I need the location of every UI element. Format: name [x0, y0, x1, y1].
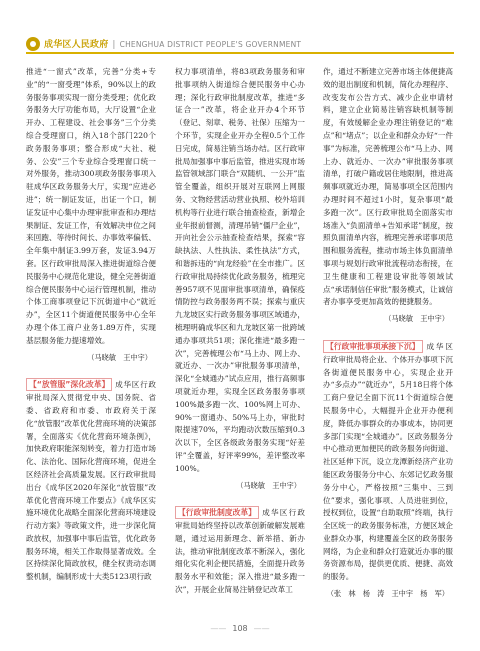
- section-paragraph: [323, 340, 453, 584]
- author-signature: （马晓敏 王中宇）: [87, 352, 152, 362]
- column-2: [175, 66, 305, 597]
- header-title: 成华区人民政府: [44, 40, 109, 50]
- logo-icon: [26, 37, 40, 51]
- column-3: [323, 66, 453, 601]
- header-english-title: CHENGHUA DISTRICT PEOPLE'S GOVERNMENT: [119, 40, 302, 49]
- section-block: [26, 378, 156, 584]
- section-title: 【“放管服”深化改革】: [26, 378, 112, 391]
- header-separator: |: [112, 40, 116, 50]
- column-1: [26, 66, 156, 584]
- section-title: 【行政审批制度改革】: [175, 506, 259, 519]
- author-signature: （马晓敏 王中宇）: [384, 314, 449, 324]
- section-block: [323, 340, 453, 584]
- paragraph: 权力事项清单，将83项政务服务和审批事项纳入街道综合便民服务中心办理；深化行政审批制度改革，推进“多证合一”改革，将企业开办4个环节（登记、刻章、税务、社保）压缩为一个环节，实现企业开办全程0.5个工作日完成，简易注销当场办结。区行政审批局加强事中事后监管，推进实现市场监管领域部门联合“双随机、一公开”监管全覆盖，组织开展对互联网上网服务、文物经营活动营业执照、校外培训机构等行业进行联合抽查检查，新增企业年报前督测，清理吊销“僵尸企业”，开向社会公示抽查检查结果，探索“容缺执法、人性执法、柔性执法”方式，和谐拆违的“向龙经验”在全市推广。区行政审批局持续优化政务服务，梳理完善957项不见面审批事项清单，确保疫情防控与政务服务两不误；探索与重庆九龙坡区实行政务服务事项区域通办，梳理明确成华区和九龙坡区第一批跨域通办事项共51项；深化推进“最多跑一次”，完善梳理公布“马上办、网上办、就近办、一次办”审批服务事项清单，深化“全城通办”试点应用，推行高频事项就近办理，实现全区政务服务事项100%最多跑一次、100%网上可办、90%一窗通办、50%马上办，审批时限提速70%，平均跑动次数压缩到0.3次以下，全区各级政务服务实现“好差评”全覆盖，好评率99%，差评整改率100%。: [175, 67, 305, 473]
- section-title: 【行政审批事项承接下沉】: [323, 340, 423, 353]
- author-signature: （马晓敏 王中宇）: [236, 480, 301, 490]
- page-number: [0, 624, 480, 633]
- header-text: [44, 37, 301, 50]
- section-paragraph: [175, 506, 305, 597]
- paragraph: 作，通过不断建立完善市场主体便捷高效的退出制度和机制，简化办理程序、改变发布公告方式、减少企业申请材料，建立企业简易注销容缺机制等制度，有效缓解企业办理注销登记的“难点”和“堵点”；以企业和群众办好“一件事”为标准，完善梳理公布“马上办、网上办、就近办、一次办”审批服务事项清单，打破户籍或居住地限制，推进高频事项就近办理，简易事项全区范围内办理时间不超过1小时，复杂事项“最多跑一次”。区行政审批局全面落实市场准入“负面清单+告知承诺”制度，按照负面清单内容，梳理完善承诺事项范围和服务流程，推动市场主体负面清单事项与规划行政审批流程动态衔接，在卫生健康和工程建设审批等领域试点“承诺制信任审批”服务模式，让诚信者办事享受更加高效的便捷服务。: [323, 67, 453, 307]
- section-paragraph: [26, 378, 156, 584]
- section-text: 成华区行政审批局将企业、个体开办事项下沉各街道便民服务中心，实现企业开办“多点办”“就近办”，5月18日将个体工商户登记全面下沉11个街道综合便民服务中心，大幅提升企业开办便利度，降低办事群众的办事成本，协同更多部门实现“全城通办”。区政务服务分中心推动更加便民的政务服务向街道、社区延伸下沉，设立龙潭新经济产业功能区政务服务分中心、东郊记忆政务服务分中心，严格按照“三集中、三到位”要求，强化事项、人员进驻到位，授权到位，设置“自助取照”终端，执行全区统一的政务服务标准，方便区域企业群众办事，构建覆盖全区的政务服务网络，为企业和群众打造就近办事的服务资源布局，提供更优质、便捷、高效的服务。: [323, 341, 453, 582]
- page-header: [26, 36, 454, 52]
- section-block: [175, 506, 305, 597]
- paragraph: 推进“一窗式”改革，完善“分类+专业”的“一窗受理”体系，90%以上的政务服务事项实现一窗分类受理；优化政务服务大厅功能布局，大厅设置“企业开办、工程建设、社会事务”三个分类综合受理窗口，纳入18个部门220个政务服务事项；整合形成“大社、税务、公安”三个专业综合受理窗口统一对外服务，推动300项政务服务事项入驻成华区政务服务大厅，实现“应进必进”；统一制证发证，出证一个口，制证发证中心集中办理审批审查和办理结果制证、发证工作，有效解决申位之间来回跑、等待时间长、办事效率偏低、全年集中制证3.99万套，发证3.94万套。区行政审批局深入推进街道综合便民服务中心规范化建设，健全完善街道综合便民服务中心运行管理机制，推动个体工商事项登记下沉街道中心“就近办”，全区11个街道便民服务中心全年办理个体工商户业务1.89万件，实现基层服务能力提速增效。: [26, 67, 156, 345]
- section-text: 成华区行政审批局深入贯彻党中央、国务院、省委、省政府和市委、市政府关于深化“放管服”改革优化营商环境的决策部署，全面落实《优化营商环境条例》，加快政府职能深刻转变，着力打造市场化、法治化、国际化营商环境，促进全区经济社会高质量发展。区行政审批局出台《成华区2020年深化“放管服”改革优化营商环境工作要点》《成华区实施环境优化战略全面深化营商环境建设行动方案》等政策文件，进一步深化简政放权，加强事中事后监管，优化政务服务环境，相关工作取得显著成效。全区持续深化简政放权，健全权责动态调整机制，编制形成十大类5123项行政: [26, 380, 156, 582]
- header-rule: [26, 52, 454, 54]
- page-number-text: 108: [232, 624, 248, 633]
- author-signature: （张 林 杨 涛 王中宇 杨 军）: [326, 589, 449, 599]
- section-text: 成华区行政审批局始终坚持以改革创新破解发展难题，通过运用新理念、新举措、新办法，推动审批制度改革不断深入，强化细化实化利企便民措施，全面提升政务服务水平和效能；深入推进“最多跑一次”，开展企业简易注销登记改革工: [175, 508, 305, 595]
